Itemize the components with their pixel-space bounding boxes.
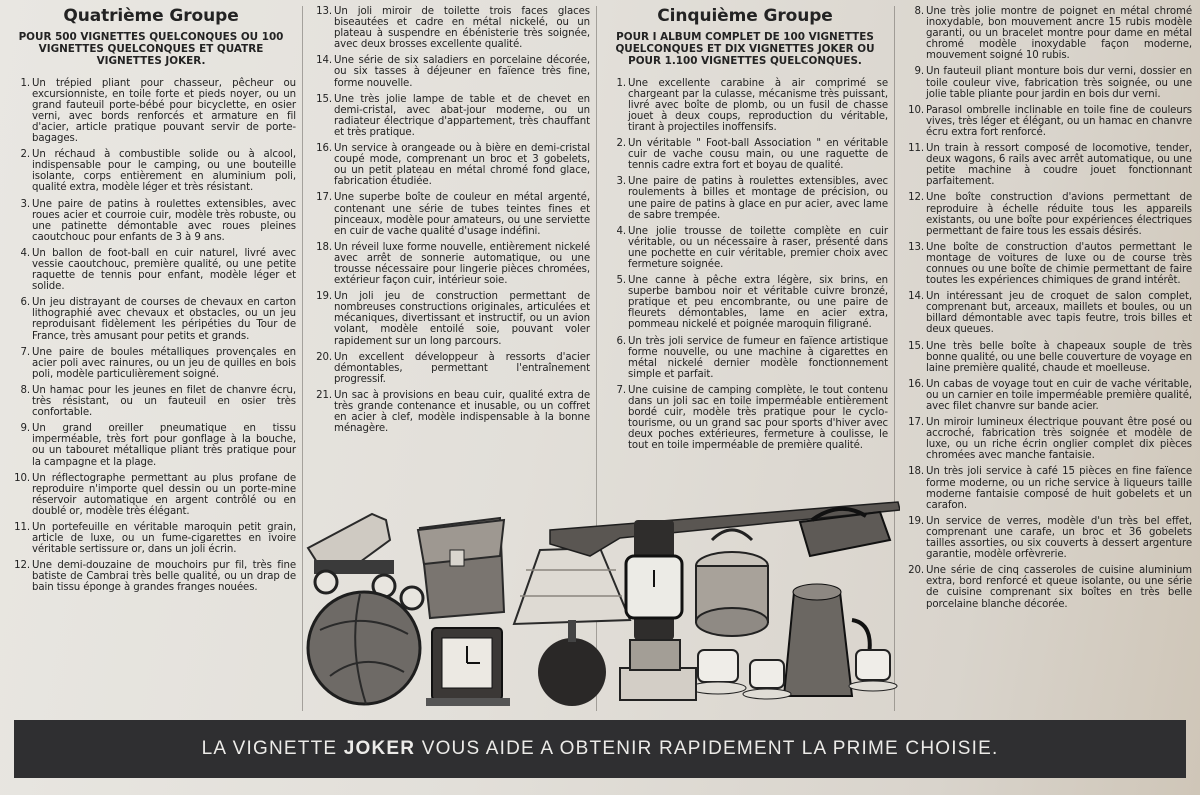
prize-description: Un service à orangeade ou à bière en demi-cristal coupé mode, comprenant un broc et 3 gobelets, ou un petit plateau en métal chromé fond glace, fabrication étudiée. — [334, 143, 590, 188]
prize-list — [308, 6, 590, 434]
prize-description: Un fauteuil pliant monture bois dur verni, dossier en toile couleur vive, fabrication très soignée, ou une jolie table pliante pour jardin en bois dur verni. — [926, 66, 1192, 100]
banner-text-end: VOUS AIDE A OBTENIR RAPIDEMENT LA PRIME CHOISIE. — [421, 738, 999, 759]
prize-number: 8 . — [900, 6, 924, 17]
prize-description: Une cuisine de camping complète, le tout contenu dans un joli sac en toile imperméable entièrement bordé cuir, modèle très pratique pour le cyclo-tourisme, ou un grand sac pour sports d'hiver avec deux poches extérieures, fermeture à coulisse, le tout en toile imperméable de première qualité. — [628, 384, 888, 452]
prize-number: 17 . — [900, 417, 924, 428]
prize-description: Un grand oreiller pneumatique en tissu imperméable, très fort pour gonflage à la bouche, ou un tabouret métallique pliant très pratique pour la campagne et la plage. — [32, 423, 296, 468]
prize-item — [6, 385, 296, 418]
prize-number: 15 . — [900, 341, 924, 352]
football-icon — [308, 592, 420, 704]
prize-item — [308, 143, 590, 187]
prize-description: Parasol ombrelle inclinable en toile fine de couleurs vives, très léger et élégant, ou un hamac en chanvre écru extra fort renforcé. — [926, 104, 1192, 138]
prize-number: 1 . — [602, 78, 626, 89]
prize-description: Un très joli service de fumeur en faïence artistique forme nouvelle, ou une machine à cigarettes en métal nickelé dernier modèle fonctionnement simple et parfait. — [628, 335, 888, 380]
wrist-watch-icon — [626, 520, 682, 640]
prize-item — [900, 192, 1192, 236]
prize-item — [6, 473, 296, 517]
prize-description: Une boîte de construction d'autos permettant le montage de voitures de luxe ou de course très connues ou une boîte de chimie permettant de faire toutes les expériences chimiques de grand intérêt. — [926, 241, 1192, 287]
prize-item — [900, 291, 1192, 335]
prize-description: Un excellent développeur à ressorts d'acier démontables, permettant l'entraînement progressif. — [334, 351, 590, 385]
prize-description: Une série de six saladiers en porcelaine décorée, ou six tasses à déjeuner en faïence très fine, forme nouvelle. — [334, 55, 590, 89]
prize-description: Une superbe boîte de couleur en métal argenté, contenant une série de tubes teintes fines et pinceaux, modèle pour amateurs, ou une serviette en cuir de vache qualité d'usage indéfini. — [334, 192, 590, 237]
prize-item — [602, 336, 888, 380]
prize-item — [6, 347, 296, 380]
prize-item — [6, 199, 296, 243]
prize-description: Un réveil luxe forme nouvelle, entièrement nickelé avec arrêt de sonnerie automatique, ou une trousse nécessaire pour lingerie pièces chromées, extérieur façon cuir, intérieur soie. — [334, 241, 590, 287]
prize-number: 6 . — [602, 336, 626, 347]
prize-number: 5 . — [602, 275, 626, 286]
prize-number: 11 . — [900, 143, 924, 154]
prize-description: Un cabas de voyage tout en cuir de vache véritable, ou un carnier en toile imperméable première qualité, avec filet chanvre sur bande acier. — [926, 378, 1192, 412]
prize-number: 17 . — [308, 192, 332, 203]
prize-item — [602, 226, 888, 270]
prize-item — [6, 149, 296, 193]
column-cinquieme-groupe-continued — [900, 6, 1192, 615]
prize-item — [900, 105, 1192, 138]
prize-item — [900, 379, 1192, 412]
prize-item — [900, 516, 1192, 560]
prize-item — [900, 242, 1192, 286]
prize-number: 6 . — [6, 297, 30, 308]
prize-number: 3 . — [6, 199, 30, 210]
prize-number: 12 . — [6, 560, 30, 571]
prize-description: Une très jolie lampe de table et de chevet en demi-cristal, avec abat-jour moderne, ou un radiateur électrique d'appartement, très chauffant et très pratique. — [334, 93, 590, 138]
prize-description: Une paire de boules métalliques provençales en acier poli avec rainures, ou un jeu de quilles en bois poli, modèle particulièrement soigné. — [32, 346, 296, 380]
alarm-clock-icon — [426, 628, 510, 706]
prize-item — [900, 6, 1192, 61]
prize-item — [602, 385, 888, 452]
prize-description: Un joli miroir de toilette trois faces glaces biseautées et cadre en métal nickelé, ou un plateau à suspendre en ébénisterie très soignée, avec deux brosses excellente qualité. — [334, 6, 590, 51]
prize-description: Un ballon de foot-ball en cuir naturel, livré avec vessie caoutchouc, première qualité, ou une petite raquette de tennis pour enfant, modèle léger et solide. — [32, 247, 296, 293]
prize-description: Une demi-douzaine de mouchoirs pur fil, très fine batiste de Cambrai très belle qualité, ou un drap de bain tissu éponge à grandes franges nouées. — [32, 560, 296, 594]
prize-number: 21 . — [308, 390, 332, 401]
smoking-set-icon — [620, 640, 696, 700]
prize-item — [308, 6, 590, 50]
prize-item — [602, 176, 888, 220]
column-cinquieme-groupe — [602, 6, 888, 457]
prize-item — [6, 297, 296, 341]
prize-description: Un service de verres, modèle d'un très bel effet, comprenant une carafe, un broc et 36 gobelets tailles assorties, ou six couverts à dessert argenture garantie, modèle orfèvrerie. — [926, 515, 1192, 561]
prize-description: Un joli jeu de construction permettant de nombreuses constructions originales, articulées et mécaniques, divertissant et instructif, ou un avion volant, modèle entoilé soie, pouvant voler rapidement sur un long parcours. — [334, 291, 590, 347]
prize-number: 2 . — [602, 138, 626, 149]
prize-description: Un hamac pour les jeunes en filet de chanvre écru, très résistant, ou un fauteuil en osier très confortable. — [32, 384, 296, 419]
prize-description: Une boîte construction d'avions permettant de reproduire à échelle réduite tous les appareils existants, ou une boîte pour expériences électriques permettant de faire tous les essais désirés. — [926, 192, 1192, 237]
column-quatrieme-groupe-continued — [308, 6, 590, 439]
prize-description: Une excellente carabine à air comprimé se chargeant par la culasse, mécanisme très puissant, livré avec boîte de plomb, ou un fusil de chasse jouet à deux coups, reproduction du véritable, tirant à projectiles inoffensifs. — [628, 77, 888, 133]
prize-item — [900, 143, 1192, 187]
prize-number: 10 . — [6, 473, 30, 484]
prize-number: 19 . — [308, 291, 332, 302]
prize-number: 12 . — [900, 192, 924, 203]
prize-item — [308, 390, 590, 434]
prize-item — [900, 466, 1192, 510]
prize-number: 16 . — [900, 379, 924, 390]
promo-banner — [14, 720, 1186, 778]
prize-description: Un jeu distrayant de courses de chevaux en carton lithographié avec chevaux et obstacles, ou un jeu reproduisant fidèlement les péripéties du Tour de France, très amusant pour petits et grands. — [32, 297, 296, 342]
prize-number: 14 . — [308, 55, 332, 66]
prize-description: Un portefeuille en véritable maroquin petit grain, article de luxe, ou un fume-cigarettes en ivoire véritable sertissure or, dans un joli écrin. — [32, 521, 296, 556]
banner-brand: JOKER — [343, 738, 416, 759]
prize-description: Une paire de patins à roulettes extensibles, avec roulements à billes et montage de précision, ou une paire de patins à glace en pur acier, avec lame de sabre trempée. — [628, 176, 888, 221]
group-subtitle: POUR I ALBUM COMPLET DE 100 VIGNETTES QUELCONQUES ET DIX VIGNETTES JOKER OU POUR 1.100 VIGNETTES QUELCONQUES. — [615, 31, 875, 68]
prize-description: Une très belle boîte à chapeaux souple de très bonne qualité, ou une belle couverture de voyage en laine première qualité, chaude et moelleuse. — [926, 340, 1192, 374]
banner-text-start: LA VIGNETTE — [201, 738, 338, 759]
prize-item — [900, 66, 1192, 99]
prize-number: 4 . — [6, 248, 30, 259]
prize-number: 10 . — [900, 105, 924, 116]
prize-description: Une canne à pêche extra légère, six brins, en superbe bambou noir et véritable cuivre bronzé, pratique et peu encombrante, ou une paire de fleurets démontables, lame en acier extra, pommeau nickelé et poignée maroquin filigrané. — [628, 275, 888, 331]
prize-number: 14 . — [900, 291, 924, 302]
prize-item — [308, 55, 590, 88]
prize-description: Une jolie trousse de toilette complète en cuir véritable, ou un nécessaire à raser, présenté dans une pochette en cuir véritable, premier choix avec fermeture soignée. — [628, 225, 888, 271]
prize-number: 7 . — [602, 385, 626, 396]
prize-description: Une paire de patins à roulettes extensibles, avec roues acier et courroie cuir, modèle très robuste, ou une patinette démontable avec roues pleines caoutchouc pour enfants de 3 à 9 ans. — [32, 198, 296, 243]
prize-item — [602, 275, 888, 330]
prize-item — [6, 560, 296, 593]
prize-description: Un intéressant jeu de croquet de salon complet, comprenant but, arceaux, maillets et boules, ou un billard démontable avec tapis feutre, trois billes et deux queues. — [926, 291, 1192, 336]
group-title: Quatrième Groupe — [63, 6, 239, 26]
hat-box-icon — [696, 530, 768, 636]
prize-item — [602, 138, 888, 171]
group-title: Cinquième Groupe — [657, 6, 833, 26]
prize-list — [602, 78, 888, 452]
prize-number: 9 . — [900, 66, 924, 77]
prize-number: 20 . — [900, 565, 924, 576]
prize-item — [6, 522, 296, 555]
prize-list — [6, 78, 296, 594]
prize-description: Un réchaud à combustible solide ou à alcool, indispensable pour le camping, ou une bouteille isolante, corps entièrement en aluminium poli, qualité extra, modèle léger et très résistant. — [32, 149, 296, 194]
prize-number: 11 . — [6, 522, 30, 533]
prize-item — [308, 291, 590, 346]
prize-number: 13 . — [308, 6, 332, 17]
prize-number: 7 . — [6, 347, 30, 358]
column-quatrieme-groupe — [6, 6, 296, 599]
prize-description: Une très jolie montre de poignet en métal chromé inoxydable, bon mouvement ancre 15 rubis modèle garanti, ou un bracelet montre pour dame en métal chromé modèle inoxydable façon moderne, mouvement soigné 10 rubis. — [926, 6, 1192, 62]
prize-item — [602, 78, 888, 133]
leather-bag-icon — [418, 518, 504, 618]
prize-number: 3 . — [602, 176, 626, 187]
prize-item — [900, 341, 1192, 374]
table-lamp-icon — [514, 548, 630, 706]
prize-description: Un très joli service à café 15 pièces en fine faïence forme moderne, ou un riche service à liqueurs taille moderne fantaisie composé de huit gobelets et un carafon. — [926, 466, 1192, 511]
prize-number: 19 . — [900, 516, 924, 527]
prize-item — [308, 192, 590, 236]
prize-item — [900, 565, 1192, 609]
prize-description: Un sac à provisions en beau cuir, qualité extra de très grande contenance et inusable, ou un coffret en acier à clef, modèle indispensable à la bonne ménagère. — [334, 389, 590, 435]
prizes-illustration — [300, 500, 900, 712]
prize-item — [308, 94, 590, 138]
prize-number: 1 . — [6, 78, 30, 89]
prize-description: Un réflectographe permettant au plus profane de reproduire n'importe quel dessin ou un porte-mine réservoir automatique en argent contrôlé ou en doublé or, modèle très élégant. — [32, 472, 296, 517]
prize-list — [900, 6, 1192, 610]
prize-number: 4 . — [602, 226, 626, 237]
prize-item — [6, 248, 296, 292]
prize-item — [900, 417, 1192, 461]
prize-item — [6, 78, 296, 145]
prize-number: 15 . — [308, 94, 332, 105]
prize-number: 8 . — [6, 385, 30, 396]
group-subtitle: POUR 500 VIGNETTES QUELCONQUES OU 100 VIGNETTES QUELCONQUES ET QUATRE VIGNETTES JOKER. — [18, 31, 284, 68]
prize-item — [308, 242, 590, 286]
prize-number: 13 . — [900, 242, 924, 253]
prize-number: 2 . — [6, 149, 30, 160]
prize-number: 18 . — [900, 466, 924, 477]
prize-number: 18 . — [308, 242, 332, 253]
prize-number: 20 . — [308, 352, 332, 363]
prize-item — [308, 352, 590, 385]
prize-number: 9 . — [6, 423, 30, 434]
prize-number: 16 . — [308, 143, 332, 154]
prize-description: Un véritable " Foot-ball Association " en véritable cuir de vache cousu main, ou une raquette de tennis cadre extra fort et boyau de qualité. — [628, 138, 888, 172]
prize-item — [6, 423, 296, 467]
banner-text — [202, 738, 999, 760]
prize-description: Un miroir lumineux électrique pouvant être posé ou accroché, fabrication très soignée et modèle de luxe, ou un riche écrin onglier complet dix pièces chromées avec manche fantaisie. — [926, 417, 1192, 462]
prize-description: Un trépied pliant pour chasseur, pêcheur ou excursionniste, en toile forte et pieds noyer, ou un grand fauteuil porte-bébé pour bicyclette, en osier verni, avec bords renforcés et armature en fil d'acier, article pratique pouvant servir de porte-bagages. — [32, 77, 296, 145]
prize-description: Un train à ressort composé de locomotive, tender, deux wagons, 6 rails avec arrêt automatique, ou une petite machine à coudre jouet fonctionnant parfaitement. — [926, 143, 1192, 188]
coffee-pot-icon — [784, 584, 870, 696]
prize-description: Une série de cinq casseroles de cuisine aluminium extra, bord renforcé et queue isolante, ou une série de cuisine comprenant six boîtes en très belle porcelaine blanche décorée. — [926, 565, 1192, 610]
